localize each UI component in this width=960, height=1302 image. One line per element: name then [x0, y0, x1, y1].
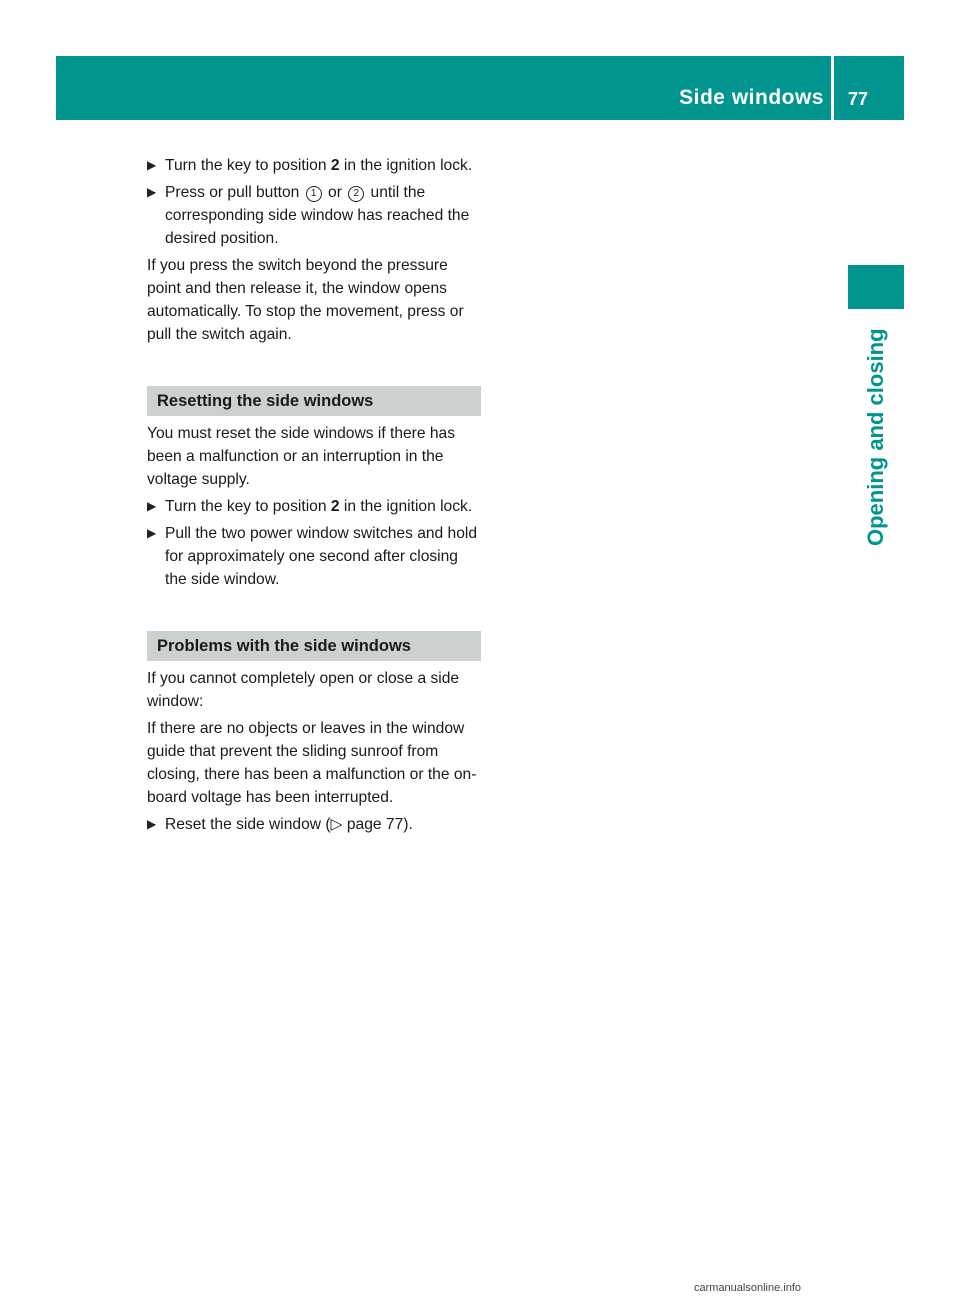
side-tab-block	[848, 265, 904, 309]
page-reference-icon: ▷	[330, 816, 343, 833]
page-number: 77	[848, 89, 869, 109]
body-paragraph: If you cannot completely open or close a side window:	[147, 670, 460, 710]
section-heading: Resetting the side windows	[147, 386, 481, 416]
instruction-step: ▶ Reset the side window (▷ page 77).	[147, 813, 481, 836]
header-title: Side windows	[679, 86, 824, 109]
body-paragraph: If you press the switch beyond the pressure point and then release it, the window opens automatically. To stop the movement, press or pull the switch again.	[147, 257, 464, 343]
main-column	[147, 154, 481, 840]
header-divider	[831, 56, 834, 120]
step-arrow-icon: ▶	[147, 499, 157, 513]
instruction-step: ▶ Turn the key to position 2 in the ignition lock.	[147, 495, 481, 518]
instruction-step: ▶ Turn the key to position 2 in the ignition lock.	[147, 154, 481, 177]
instruction-step: ▶ Pull the two power window switches and hold for approximately one second after closing the side window.	[147, 522, 481, 591]
step-arrow-icon: ▶	[147, 526, 157, 540]
watermark: carmanualsonline.info	[694, 1282, 802, 1294]
step-arrow-icon: ▶	[147, 817, 157, 831]
side-tab-label: Opening and closing	[863, 328, 888, 546]
instruction-step: ▶ Press or pull button 1 or 2 until the corresponding side window has reached the desired position.	[147, 181, 481, 250]
body-paragraph: You must reset the side windows if there has been a malfunction or an interruption in the voltage supply.	[147, 425, 455, 488]
button-2-callout: 2	[348, 186, 364, 202]
body-paragraph: If there are no objects or leaves in the window guide that prevent the sliding sunroof from closing, there has been a malfunction or the on-board voltage has been interrupted.	[147, 720, 477, 806]
button-1-callout: 1	[306, 186, 322, 202]
section-heading: Problems with the side windows	[147, 631, 481, 661]
step-arrow-icon: ▶	[147, 185, 157, 199]
step-arrow-icon: ▶	[147, 158, 157, 172]
